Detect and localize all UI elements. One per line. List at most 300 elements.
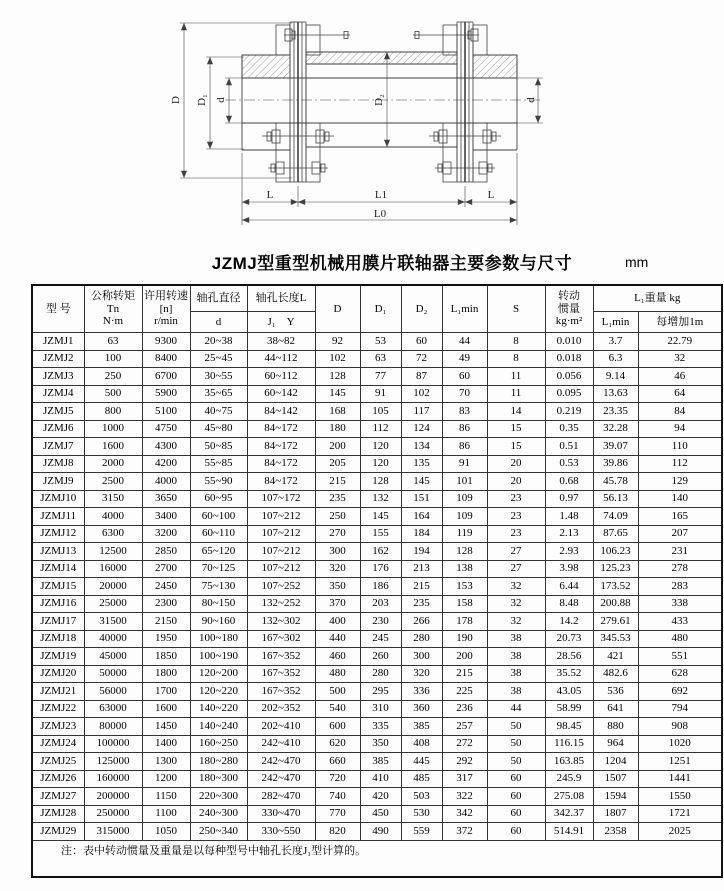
table-cell: 25~45 [190,350,247,368]
table-cell: 83 [442,403,487,421]
column-header-weight-group: L₁重量 kg [593,285,722,312]
table-row [32,823,722,841]
table-cell: 242~470 [247,770,315,788]
table-cell: 2500 [84,473,142,491]
table-cell: 0.219 [545,403,593,421]
table-cell: 215 [315,473,360,491]
table-cell: 45~80 [190,420,247,438]
column-header-bore-diameter-d: d [190,312,247,333]
table-cell: 167~352 [247,665,315,683]
table-cell: 162 [360,543,401,561]
table-cell: 559 [401,823,442,841]
table-cell: JZMJ4 [32,385,84,403]
table-cell: 106.23 [593,543,638,561]
table-cell: 107~212 [247,560,315,578]
table-row [32,368,722,386]
table-cell: 3.7 [593,333,638,351]
table-cell: 200 [315,438,360,456]
table-cell: 485 [401,770,442,788]
table-cell: JZMJ14 [32,560,84,578]
table-row [32,718,722,736]
table-cell: 215 [401,578,442,596]
table-cell: 23.35 [593,403,638,421]
diaphragm-pack-right [413,22,501,182]
table-row [32,770,722,788]
table-cell: 540 [315,700,360,718]
table-cell: 342 [442,805,487,823]
table-cell: 8400 [142,350,190,368]
table-cell: 56.13 [593,490,638,508]
table-cell: 20.73 [545,630,593,648]
table-cell: 91 [360,385,401,403]
table-cell: JZMJ18 [32,630,84,648]
table-cell: 140~240 [190,718,247,736]
table-cell: 231 [638,543,722,561]
table-cell: 49 [442,350,487,368]
table-cell: 60 [442,368,487,386]
table-cell: 338 [638,595,722,613]
table-cell: 120 [360,455,401,473]
table-cell: 132~252 [247,595,315,613]
table-cell: 116.15 [545,735,593,753]
table-cell: 35.52 [545,665,593,683]
column-header-D1: D₁ [360,285,401,333]
table-cell: 63 [84,333,142,351]
table-cell: 330~550 [247,823,315,841]
table-cell: 50 [487,735,545,753]
column-header-weight-l1min: L₁min [593,312,638,333]
table-cell: 129 [638,473,722,491]
table-cell: 490 [360,823,401,841]
table-cell: 2000 [84,455,142,473]
table-cell: 236 [442,700,487,718]
table-cell: 295 [360,683,401,701]
table-row [32,508,722,526]
table-cell: JZMJ19 [32,648,84,666]
table-cell: 98.45 [545,718,593,736]
table-cell: 1400 [142,735,190,753]
table-cell: 5900 [142,385,190,403]
table-cell: 4300 [142,438,190,456]
table-cell: 180 [315,420,360,438]
table-cell: 1150 [142,788,190,806]
table-cell: 80000 [84,718,142,736]
table-cell: 360 [401,700,442,718]
table-cell: 60 [487,770,545,788]
table-cell: 2450 [142,578,190,596]
table-row [32,578,722,596]
table-cell: 125.23 [593,560,638,578]
table-cell: 220~300 [190,788,247,806]
table-cell: JZMJ8 [32,455,84,473]
table-cell: 628 [638,665,722,683]
table-cell: 50000 [84,665,142,683]
table-cell: 203 [360,595,401,613]
table-cell: 202~410 [247,718,315,736]
table-cell: 40000 [84,630,142,648]
table-cell: 100000 [84,735,142,753]
table-cell: 38 [487,648,545,666]
table-cell: 60 [487,805,545,823]
table-cell: 87 [401,368,442,386]
table-cell: 120 [360,438,401,456]
table-cell: 128 [442,543,487,561]
table-cell: 205 [315,455,360,473]
table-cell: 270 [315,525,360,543]
table-cell: 109 [442,490,487,508]
table-cell: 257 [442,718,487,736]
table-cell: 266 [401,613,442,631]
table-cell: 283 [638,578,722,596]
page-title: JZMJ型重型机械用膜片联轴器主要参数与尺寸 [211,254,573,273]
table-cell: 65~120 [190,543,247,561]
table-cell: 20 [487,473,545,491]
table-cell: 330~470 [247,805,315,823]
table-cell: 0.018 [545,350,593,368]
table-row [32,805,722,823]
table-cell: JZMJ24 [32,735,84,753]
table-cell: 75~130 [190,578,247,596]
column-header-bore-length: 轴孔长度L [247,285,315,312]
diaphragm-pack-left [262,22,350,182]
table-row [32,560,722,578]
table-cell: 320 [315,560,360,578]
table-cell: 190 [442,630,487,648]
table-cell: 30~55 [190,368,247,386]
table-cell: 11 [487,368,545,386]
table-cell: 90~160 [190,613,247,631]
table-cell: 128 [360,473,401,491]
table-cell: 32 [487,578,545,596]
dim-label-L-left: L [266,189,274,201]
table-cell: 235 [401,595,442,613]
table-cell: 342.37 [545,805,593,823]
table-row [32,385,722,403]
table-cell: 12500 [84,543,142,561]
table-cell: 1550 [638,788,722,806]
table-cell: 440 [315,630,360,648]
table-cell: 0.53 [545,455,593,473]
table-cell: 880 [593,718,638,736]
table-cell: 207 [638,525,722,543]
table-cell: 3.98 [545,560,593,578]
table-cell: 164 [401,508,442,526]
table-cell: 134 [401,438,442,456]
table-cell: 155 [360,525,401,543]
table-cell: 153 [442,578,487,596]
table-cell: 6300 [84,525,142,543]
table-cell: 1251 [638,753,722,771]
table-cell: 132~302 [247,613,315,631]
table-cell: 1204 [593,753,638,771]
dim-label-d-right: d [525,97,537,103]
table-cell: 2025 [638,823,722,841]
table-cell: 20 [487,455,545,473]
table-cell: 140 [638,490,722,508]
table-cell: 145 [315,385,360,403]
table-cell: 2850 [142,543,190,561]
table-row [32,700,722,718]
table-cell: JZMJ12 [32,525,84,543]
table-cell: 1300 [142,753,190,771]
table-cell: JZMJ2 [32,350,84,368]
table-cell: 410 [360,770,401,788]
table-cell: 56000 [84,683,142,701]
dim-label-d-left: d [215,97,227,103]
table-cell: 100~180 [190,630,247,648]
table-cell: 350 [360,735,401,753]
table-cell: 279.61 [593,613,638,631]
table-cell: 45000 [84,648,142,666]
table-row [32,595,722,613]
table-cell: 3150 [84,490,142,508]
table-body [32,333,722,841]
table-cell: 20000 [84,578,142,596]
table-cell: 60 [487,788,545,806]
table-cell: 14.2 [545,613,593,631]
table-cell: 280 [401,630,442,648]
table-cell: 480 [638,630,722,648]
column-header-speed [142,285,190,333]
table-cell: 0.51 [545,438,593,456]
table-cell: 102 [315,350,360,368]
table-cell: 140~220 [190,700,247,718]
table-cell: 120~220 [190,683,247,701]
table-cell: 1100 [142,805,190,823]
table-cell: 408 [401,735,442,753]
table-cell: 32.28 [593,420,638,438]
table-cell: 336 [401,683,442,701]
table-cell: 620 [315,735,360,753]
table-cell: 1721 [638,805,722,823]
table-cell: 186 [360,578,401,596]
torque-header-symbol: Tn [106,302,120,315]
table-cell: JZMJ29 [32,823,84,841]
column-header-S: S [487,285,545,333]
table-cell: 245.9 [545,770,593,788]
table-cell: 4200 [142,455,190,473]
table-cell: 5100 [142,403,190,421]
table-cell: 107~252 [247,578,315,596]
speed-header-symbol: [n] [159,302,173,315]
table-cell: 87.65 [593,525,638,543]
column-header-bore-length-j1y: J₁ Y [247,312,315,333]
table-cell: JZMJ1 [32,333,84,351]
table-cell: 112 [360,420,401,438]
table-cell: 6700 [142,368,190,386]
table-cell: 107~172 [247,490,315,508]
table-cell: 322 [442,788,487,806]
table-cell: 250~340 [190,823,247,841]
table-row [32,788,722,806]
table-cell: 692 [638,683,722,701]
table-cell: 482.6 [593,665,638,683]
table-row [32,473,722,491]
table-cell: 964 [593,735,638,753]
table-cell: 3400 [142,508,190,526]
table-cell: 20~38 [190,333,247,351]
table-cell: JZMJ17 [32,613,84,631]
table-cell: 300 [315,543,360,561]
table-cell: 0.35 [545,420,593,438]
table-cell: 38 [487,683,545,701]
table-cell: 317 [442,770,487,788]
table-cell: 44 [487,700,545,718]
table-cell: 15 [487,420,545,438]
table-cell: JZMJ13 [32,543,84,561]
table-cell: 600 [315,718,360,736]
table-cell: JZMJ10 [32,490,84,508]
table-cell: 60~100 [190,508,247,526]
table-cell: 230 [360,613,401,631]
table-cell: 4000 [84,508,142,526]
table-cell: 460 [315,648,360,666]
speed-header-unit: r/min [154,315,178,328]
table-cell: 740 [315,788,360,806]
table-cell: 282~470 [247,788,315,806]
table-cell: 480 [315,665,360,683]
table-cell: 1020 [638,735,722,753]
table-row [32,648,722,666]
table-cell: 50 [487,718,545,736]
table-cell: 2358 [593,823,638,841]
table-cell: 2700 [142,560,190,578]
table-cell: 84~172 [247,455,315,473]
table-cell: 100~190 [190,648,247,666]
table-cell: 119 [442,525,487,543]
table-cell: 194 [401,543,442,561]
table-cell: 112 [638,455,722,473]
inertia-header-line1: 转动 [558,290,580,303]
table-cell: 23 [487,490,545,508]
table-cell: 250 [315,508,360,526]
table-cell: 420 [360,788,401,806]
table-cell: JZMJ25 [32,753,84,771]
table-cell: 8 [487,333,545,351]
dim-label-L-right: L [487,189,495,201]
table-cell: 168 [315,403,360,421]
table-cell: 60 [401,333,442,351]
column-header-torque [84,285,142,333]
table-cell: 105 [360,403,401,421]
table-cell: 660 [315,753,360,771]
dim-label-L0: L0 [373,208,387,220]
table-cell: 1200 [142,770,190,788]
table-cell: 345.53 [593,630,638,648]
table-cell: 1807 [593,805,638,823]
table-cell: JZMJ28 [32,805,84,823]
table-row [32,630,722,648]
column-header-weight-per-meter: 每增加1m [638,312,722,333]
table-cell: 1850 [142,648,190,666]
column-header-D: D [315,285,360,333]
table-cell: 27 [487,543,545,561]
table-row [32,525,722,543]
column-header-bore-diameter: 轴孔直径 [190,285,247,312]
table-cell: 445 [401,753,442,771]
table-cell: 32 [487,613,545,631]
table-row [32,350,722,368]
table-cell: 385 [401,718,442,736]
table-row [32,420,722,438]
table-cell: 1950 [142,630,190,648]
table-cell: 310 [360,700,401,718]
table-cell: 180~300 [190,770,247,788]
torque-header-line: 公称转矩 [91,290,135,303]
table-cell: 275.08 [545,788,593,806]
table-cell: 215 [442,665,487,683]
table-cell: 15 [487,438,545,456]
unit-label: mm [625,254,649,270]
table-cell: 500 [315,683,360,701]
table-cell: JZMJ26 [32,770,84,788]
table-cell: 32 [638,350,722,368]
table-cell: 32 [487,595,545,613]
table-cell: 2150 [142,613,190,631]
table-cell: 160~250 [190,735,247,753]
table-cell: 38 [487,665,545,683]
table-cell: 0.97 [545,490,593,508]
table-cell: 315000 [84,823,142,841]
table-cell: 13.63 [593,385,638,403]
table-cell: 173.52 [593,578,638,596]
table-cell: 84~172 [247,473,315,491]
table-row [32,403,722,421]
table-cell: 184 [401,525,442,543]
table-cell: JZMJ15 [32,578,84,596]
table-cell: 38~82 [247,333,315,351]
table-cell: 110 [638,438,722,456]
column-header-D2: D₂ [401,285,442,333]
column-header-inertia [545,285,593,333]
table-cell: 55~85 [190,455,247,473]
table-cell: 109 [442,508,487,526]
table-cell: 503 [401,788,442,806]
table-cell: 0.095 [545,385,593,403]
inertia-header-line2: 惯量 [558,302,580,315]
table-cell: 125000 [84,753,142,771]
table-cell: 433 [638,613,722,631]
table-cell: 63 [360,350,401,368]
table-cell: 16000 [84,560,142,578]
table-cell: 40~75 [190,403,247,421]
table-cell: 23 [487,525,545,543]
table-cell: 908 [638,718,722,736]
table-cell: 39.86 [593,455,638,473]
dim-label-D2: D₂ [373,94,385,106]
table-row [32,490,722,508]
table-cell: 4750 [142,420,190,438]
torque-header-unit: N·m [102,315,124,328]
table-cell: 176 [360,560,401,578]
table-cell: 514.91 [545,823,593,841]
table-cell: 167~352 [247,648,315,666]
table-cell: JZMJ7 [32,438,84,456]
dimension-labels [170,94,537,220]
table-cell: 794 [638,700,722,718]
table-cell: 132 [360,490,401,508]
table-cell: JZMJ11 [32,508,84,526]
table-cell: 1.48 [545,508,593,526]
speed-header-line: 许用转速 [144,290,188,303]
table-cell: 158 [442,595,487,613]
table-cell: 0.056 [545,368,593,386]
table-cell: 1600 [84,438,142,456]
table-cell: 70 [442,385,487,403]
table-cell: 1700 [142,683,190,701]
table-cell: 160000 [84,770,142,788]
table-cell: 46 [638,368,722,386]
